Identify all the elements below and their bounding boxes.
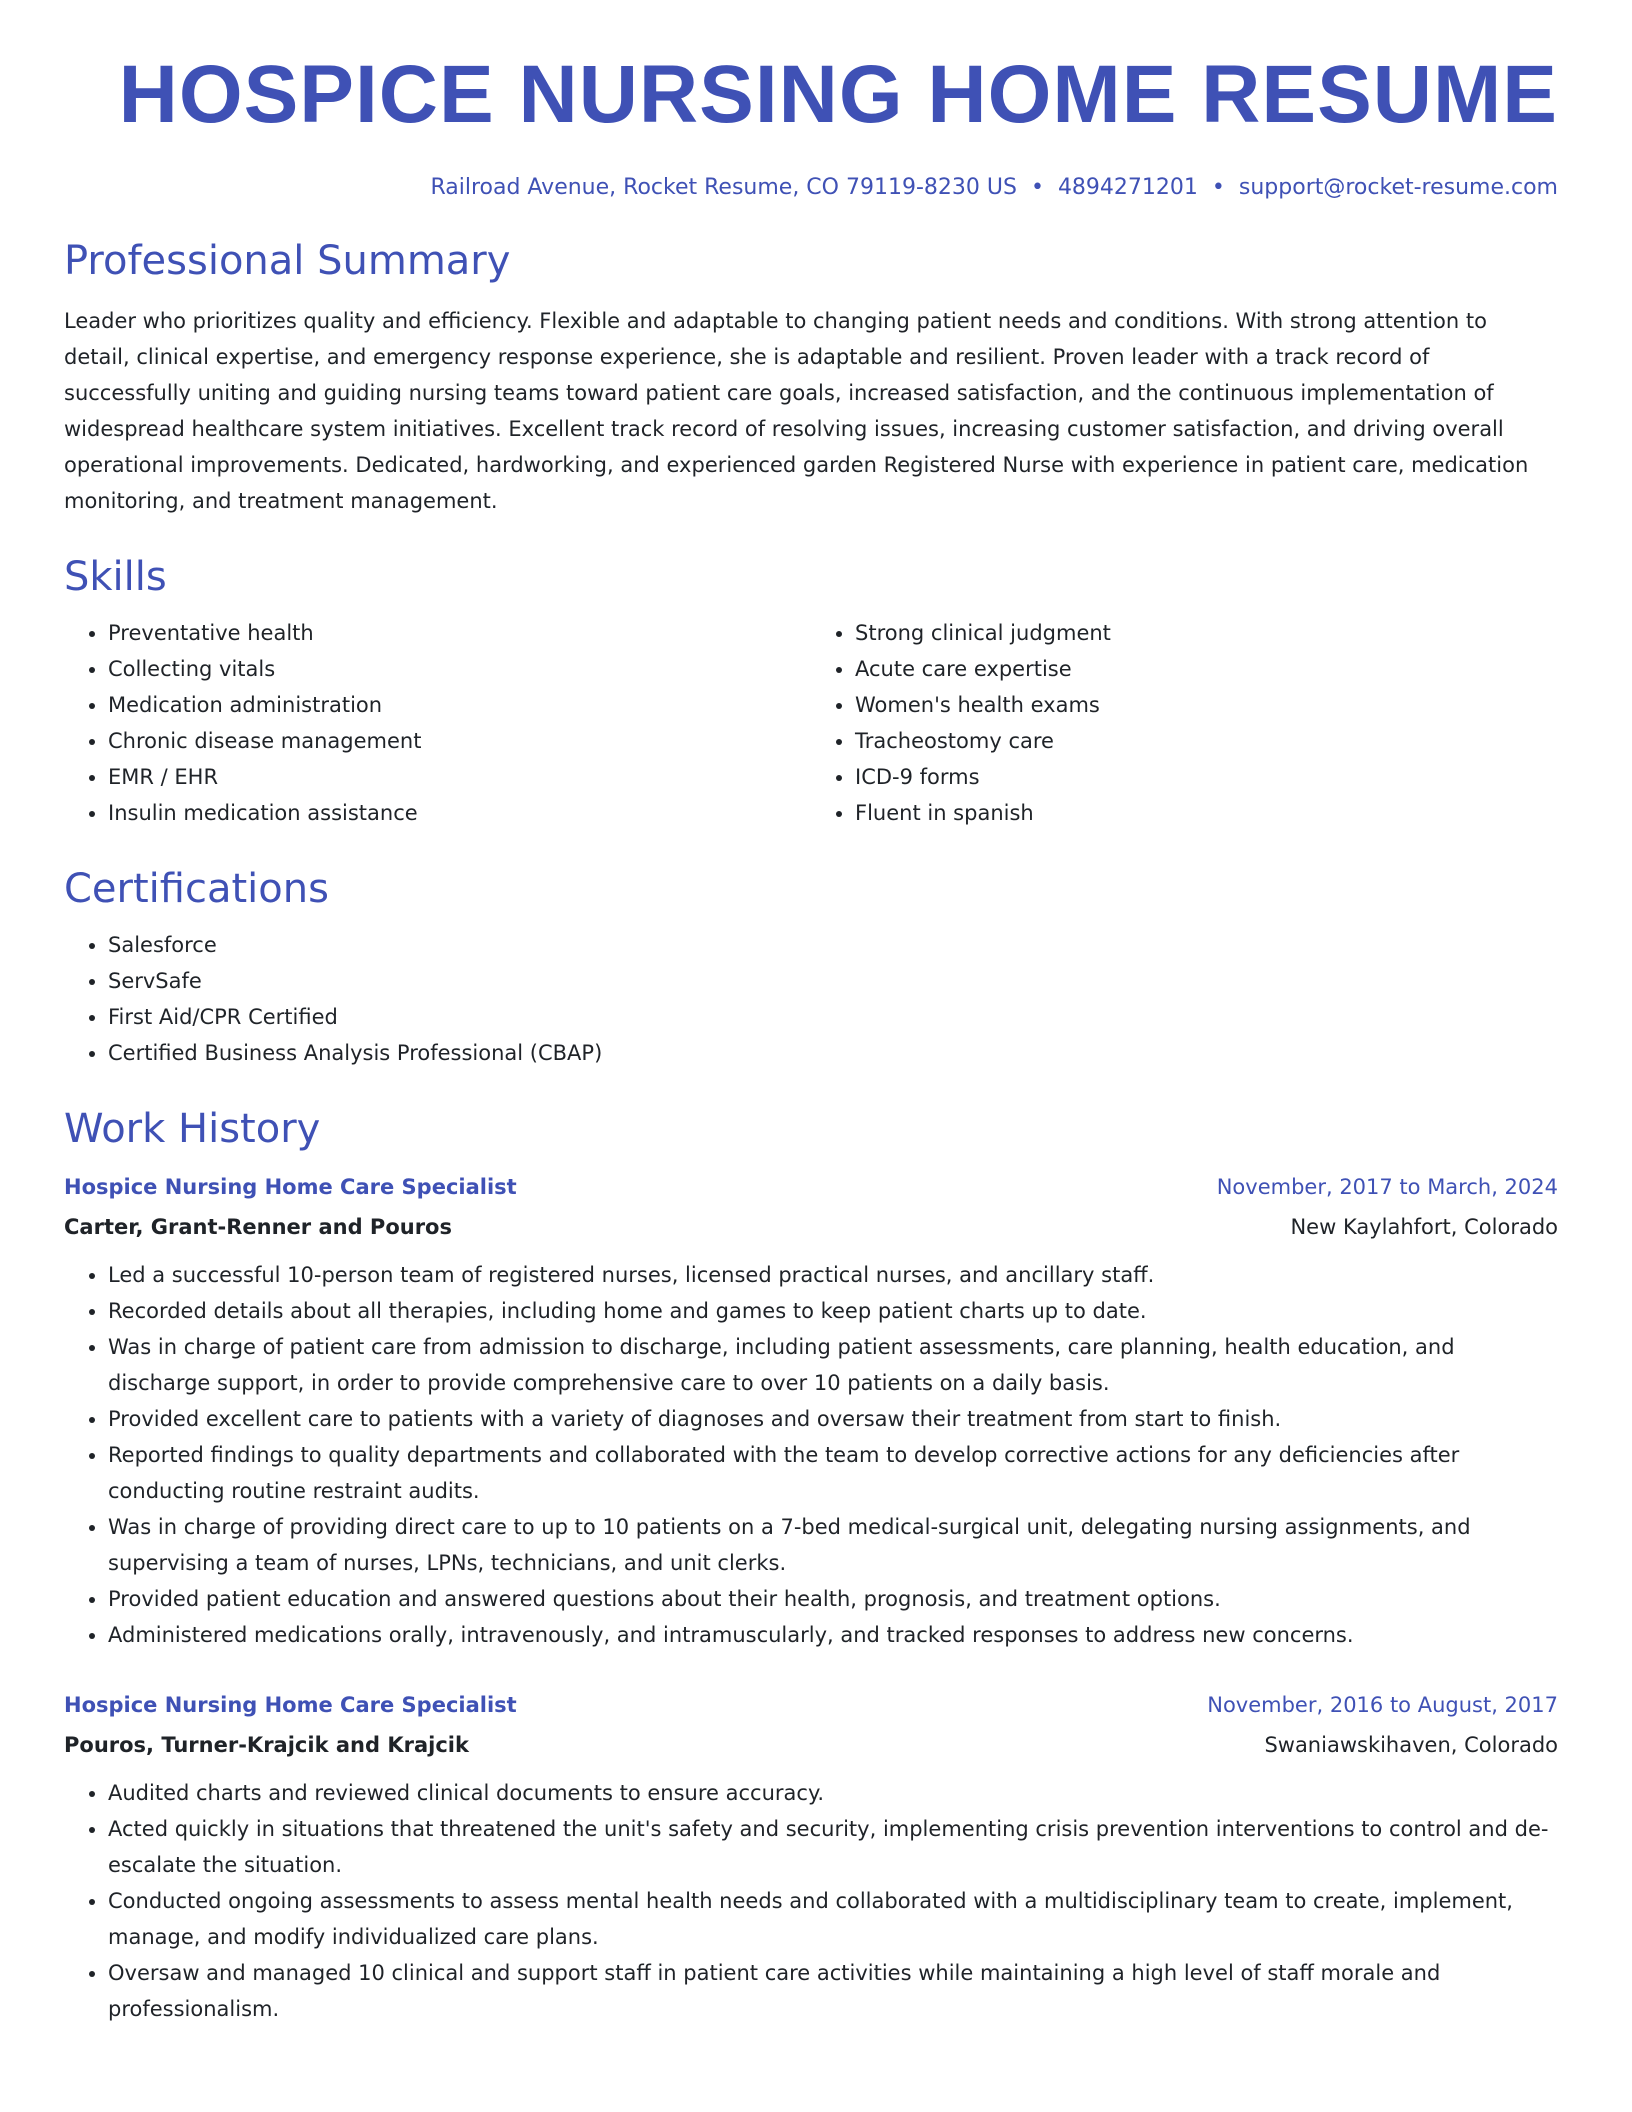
skills-columns <box>64 601 1558 831</box>
job-company: Pouros, Turner-Krajcik and Krajcik <box>64 1732 469 1757</box>
job-header-row <box>64 1687 1558 1723</box>
job-bullet: • Audited charts and reviewed clinical documents to ensure accuracy. <box>108 1775 1558 1811</box>
section-heading-summary: Professional Summary <box>64 237 511 284</box>
certification-item: • ServSafe <box>108 963 1558 999</box>
skill-item: • Fluent in spanish <box>855 795 1558 831</box>
contact-separator: • <box>1211 175 1225 201</box>
certification-item: • Salesforce <box>108 927 1558 963</box>
job-entry <box>64 1687 1558 2027</box>
job-bullet: • Provided patient education and answered questions about their health, prognosis, and treatment options. <box>108 1581 1558 1617</box>
work-history-section <box>64 1105 1558 2027</box>
contact-line <box>64 174 1558 203</box>
job-bullet: • Oversaw and managed 10 clinical and support staff in patient care activities while maintaining a high level of staff morale and professionalism. <box>108 1955 1558 2027</box>
job-subheader-row <box>64 1205 1558 1245</box>
job-bullet: • Was in charge of providing direct care to up to 10 patients on a 7-bed medical-surgical unit, delegating nursing assignments, and supervising a team of nurses, LPNs, technicians, and unit clerks. <box>108 1509 1558 1581</box>
contact-separator: • <box>1030 175 1044 201</box>
job-company: Carter, Grant-Renner and Pouros <box>64 1214 452 1239</box>
skill-item: • Acute care expertise <box>855 651 1558 687</box>
certifications-list <box>64 927 1558 1071</box>
resume-title: HOSPICE NURSING HOME RESUME <box>118 49 1558 140</box>
skill-item: • Preventative health <box>108 615 811 651</box>
contact-email: support@rocket-resume.com <box>1238 175 1558 201</box>
resume-page <box>64 50 1558 2027</box>
skills-list-left <box>64 615 811 831</box>
job-title: Hospice Nursing Home Care Specialist <box>64 1174 517 1199</box>
job-bullets <box>64 1775 1558 2027</box>
skill-item: • EMR / EHR <box>108 759 811 795</box>
job-location: New Kaylahfort, Colorado <box>1290 1214 1558 1239</box>
section-heading-work-history: Work History <box>64 1105 321 1152</box>
job-bullets <box>64 1257 1558 1653</box>
skill-item: • Chronic disease management <box>108 723 811 759</box>
skill-item: • Tracheostomy care <box>855 723 1558 759</box>
skill-item: • ICD-9 forms <box>855 759 1558 795</box>
job-bullet: • Recorded details about all therapies, including home and games to keep patient charts up to date. <box>108 1293 1558 1329</box>
skills-section <box>64 553 1558 831</box>
job-bullet: • Was in charge of patient care from admission to discharge, including patient assessments, care planning, health education, and discharge support, in order to provide comprehensive care to over 10 patients on a daily basis. <box>108 1329 1558 1401</box>
job-bullet: • Reported findings to quality departments and collaborated with the team to develop corrective actions for any deficiencies after conducting routine restraint audits. <box>108 1437 1558 1509</box>
job-bullet: • Acted quickly in situations that threatened the unit's safety and security, implementing crisis prevention interventions to control and de-escalate the situation. <box>108 1811 1558 1883</box>
job-dates: November, 2017 to March, 2024 <box>1216 1174 1558 1199</box>
section-heading-skills: Skills <box>64 553 167 600</box>
certifications-section <box>64 865 1558 1071</box>
skill-item: • Strong clinical judgment <box>855 615 1558 651</box>
skill-item: • Collecting vitals <box>108 651 811 687</box>
job-bullet: • Administered medications orally, intravenously, and intramuscularly, and tracked responses to address new concerns. <box>108 1617 1558 1653</box>
job-bullet: • Provided excellent care to patients with a variety of diagnoses and oversaw their treatment from start to finish. <box>108 1401 1558 1437</box>
job-title: Hospice Nursing Home Care Specialist <box>64 1692 517 1717</box>
skill-item: • Insulin medication assistance <box>108 795 811 831</box>
skill-item: • Women's health exams <box>855 687 1558 723</box>
summary-text: Leader who prioritizes quality and efficiency. Flexible and adaptable to changing patient needs and conditions. With strong attention to detail, clinical expertise, and emergency response experience, she is adaptable and resilient. Proven leader with a track record of successfully uniting and guiding nursing teams toward patient care goals, increased satisfaction, and the continuous implementation of widespread healthcare system initiatives. Excellent track record of resolving issues, increasing customer satisfaction, and driving overall operational improvements. Dedicated, hardworking, and experienced garden Registered Nurse with experience in patient care, medication monitoring, and treatment management. <box>64 308 1529 513</box>
job-dates: November, 2016 to August, 2017 <box>1207 1692 1558 1717</box>
job-subheader-row <box>64 1723 1558 1763</box>
section-heading-certifications: Certifications <box>64 865 329 912</box>
contact-address: Railroad Avenue, Rocket Resume, CO 79119-8230 US <box>430 175 1017 201</box>
job-location: Swaniawskihaven, Colorado <box>1264 1732 1558 1757</box>
job-header-row <box>64 1169 1558 1205</box>
contact-phone: 4894271201 <box>1057 175 1198 201</box>
job-bullet: • Conducted ongoing assessments to assess mental health needs and collaborated with a multidisciplinary team to create, implement, manage, and modify individualized care plans. <box>108 1883 1558 1955</box>
job-bullet: • Led a successful 10-person team of registered nurses, licensed practical nurses, and ancillary staff. <box>108 1257 1558 1293</box>
certification-item: • Certified Business Analysis Professional (CBAP) <box>108 1035 1558 1071</box>
skills-list-right <box>811 615 1558 831</box>
skill-item: • Medication administration <box>108 687 811 723</box>
certification-item: • First Aid/CPR Certified <box>108 999 1558 1035</box>
professional-summary-section <box>64 237 1558 519</box>
job-entry <box>64 1169 1558 1653</box>
